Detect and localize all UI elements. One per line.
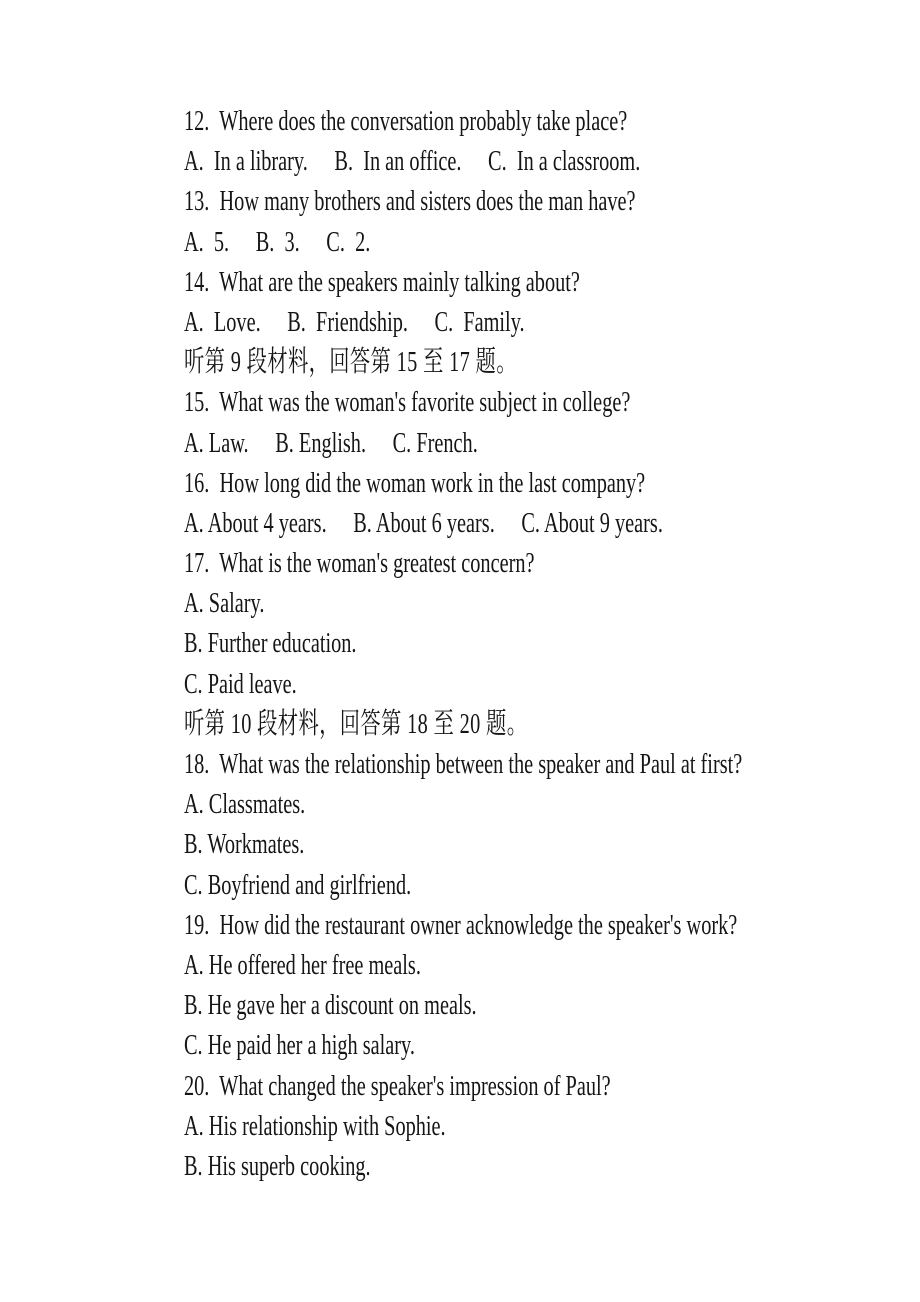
question-line: 18. What was the relationship between the speaker and Paul at first? bbox=[184, 748, 743, 780]
options-row bbox=[184, 503, 912, 543]
option-item: A. About 4 years. bbox=[184, 506, 327, 539]
option-item: C. Family. bbox=[434, 305, 525, 338]
question-line: 17. What is the woman's greatest concern? bbox=[184, 547, 535, 580]
question-line: 12. Where does the conversation probably take place? bbox=[184, 105, 628, 137]
option-line: A. He offered her free meals. bbox=[184, 948, 421, 981]
question-line: 19. How did the restaurant owner acknowledge the speaker's work? bbox=[184, 908, 738, 941]
option-line: C. Paid leave. bbox=[184, 667, 297, 700]
option-line: C. Boyfriend and girlfriend. bbox=[184, 868, 412, 901]
option-line: B. Workmates. bbox=[184, 828, 305, 861]
question-line: 16. How long did the woman work in the last company? bbox=[184, 466, 646, 499]
option-item: B. Friendship. bbox=[287, 305, 408, 338]
option-line: C. He paid her a high salary. bbox=[184, 1029, 415, 1062]
options-row bbox=[184, 423, 912, 463]
option-item: C. 2. bbox=[326, 225, 371, 258]
option-item: A. Love. bbox=[184, 305, 261, 338]
option-item: C. In a classroom. bbox=[488, 145, 641, 178]
option-item: B. About 6 years. bbox=[353, 506, 495, 539]
options-row bbox=[184, 302, 912, 342]
options-row bbox=[184, 222, 912, 262]
question-line: 14. What are the speakers mainly talking about? bbox=[184, 265, 580, 298]
question-line: 20. What changed the speaker's impression of Paul? bbox=[184, 1069, 611, 1102]
section-heading: 听第 9 段材料，回答第 15 至 17 题。 bbox=[184, 346, 517, 379]
option-item: B. 3. bbox=[255, 225, 300, 258]
option-item: C. About 9 years. bbox=[521, 506, 663, 539]
document-body bbox=[184, 101, 912, 1186]
option-line: B. His superb cooking. bbox=[184, 1149, 371, 1182]
options-row bbox=[184, 141, 912, 181]
option-item: B. English. bbox=[275, 426, 367, 459]
section-heading: 听第 10 段材料，回答第 18 至 20 题。 bbox=[184, 707, 528, 740]
option-line: A. His relationship with Sophie. bbox=[184, 1109, 446, 1142]
option-item: A. Law. bbox=[184, 426, 249, 459]
question-line: 13. How many brothers and sisters does the man have? bbox=[184, 185, 636, 218]
option-line: B. Further education. bbox=[184, 627, 357, 660]
option-item: C. French. bbox=[392, 426, 478, 459]
option-line: A. Classmates. bbox=[184, 788, 306, 821]
option-item: A. In a library. bbox=[184, 145, 308, 178]
option-line: B. He gave her a discount on meals. bbox=[184, 989, 477, 1022]
option-line: A. Salary. bbox=[184, 587, 265, 620]
question-line: 15. What was the woman's favorite subject in college? bbox=[184, 386, 631, 419]
option-item: A. 5. bbox=[184, 225, 230, 258]
option-item: B. In an office. bbox=[334, 145, 462, 178]
